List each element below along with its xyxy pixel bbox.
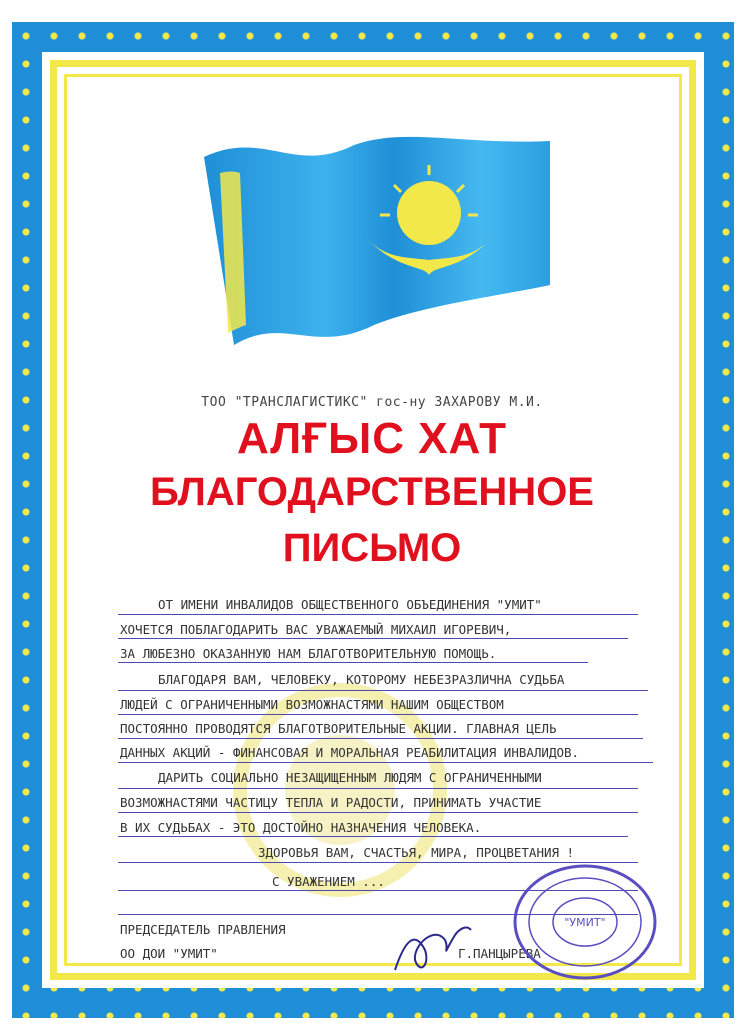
body-line: ДАННЫХ АКЦИЙ - ФИНАНСОВАЯ И МОРАЛЬНАЯ РЕАБИЛИТАЦИЯ ИНВАЛИДОВ. — [120, 745, 580, 760]
underline — [118, 690, 648, 691]
kazakhstan-flag — [204, 135, 550, 375]
body-line: ОТ ИМЕНИ ИНВАЛИДОВ ОБЩЕСТВЕННОГО ОБЪЕДИНЕНИЯ "УМИТ" — [158, 597, 542, 612]
body-line: В ИХ СУДЬБАХ - ЭТО ДОСТОЙНО НАЗНАЧЕНИЯ ЧЕЛОВЕКА. — [120, 820, 482, 835]
underline — [118, 614, 638, 615]
signatory-organization: ОО ДОИ "УМИТ" — [120, 946, 218, 961]
underline — [118, 738, 643, 739]
title-russian-line2: ПИСЬМО — [282, 526, 462, 570]
addressee-line: ТОО "ТРАНСЛАГИСТИКС" гос-ну ЗАХАРОВУ М.И. — [201, 395, 543, 410]
body-line: ДАРИТЬ СОЦИАЛЬНО НЕЗАЩИЩЕННЫМ ЛЮДЯМ С ОГРАНИЧЕННЫМИ — [158, 770, 542, 785]
body-line: ЛЮДЕЙ С ОГРАНИЧЕННЫМИ ВОЗМОЖНАСТЯМИ НАШИМ ОБЩЕСТВОМ — [120, 697, 504, 712]
seal-center-text: "УМИТ" — [564, 916, 606, 929]
body-line: ЗДОРОВЬЯ ВАМ, СЧАСТЬЯ, МИРА, ПРОЦВЕТАНИЯ ! — [258, 845, 575, 860]
underline — [118, 788, 638, 789]
organization-seal — [510, 862, 660, 982]
handwritten-signature — [385, 910, 475, 980]
title-russian-line1: БЛАГОДАРСТВЕННОЕ — [150, 470, 594, 514]
title-kazakh: АЛҒЫС ХАТ — [236, 414, 507, 463]
body-line: БЛАГОДАРЯ ВАМ, ЧЕЛОВЕКУ, КОТОРОМУ НЕБЕЗРАЗЛИЧНА СУДЬБА — [158, 672, 565, 687]
underline — [118, 762, 653, 763]
underline — [118, 836, 628, 837]
signatory-name: Г.ПАНЦЫРЕВА — [458, 946, 541, 961]
body-line: ХОЧЕТСЯ ПОБЛАГОДАРИТЬ ВАС УВАЖАЕМЫЙ МИХАИЛ ИГОРЕВИЧ, — [120, 622, 512, 637]
underline — [118, 662, 588, 663]
signatory-position: ПРЕДСЕДАТЕЛЬ ПРАВЛЕНИЯ — [120, 922, 286, 937]
closing-line: С УВАЖЕНИЕМ ... — [272, 874, 385, 889]
body-line: ЗА ЛЮБЕЗНО ОКАЗАННУЮ НАМ БЛАГОТВОРИТЕЛЬНУЮ ПОМОЩЬ. — [120, 646, 497, 661]
body-line: ПОСТОЯННО ПРОВОДЯТСЯ БЛАГОТВОРИТЕЛЬНЫЕ АКЦИИ. ГЛАВНАЯ ЦЕЛЬ — [120, 721, 557, 736]
underline — [118, 638, 628, 639]
body-line: ВОЗМОЖНАСТЯМИ ЧАСТИЦУ ТЕПЛА И РАДОСТИ, ПРИНИМАТЬ УЧАСТИЕ — [120, 795, 542, 810]
underline — [118, 714, 638, 715]
underline — [118, 812, 638, 813]
